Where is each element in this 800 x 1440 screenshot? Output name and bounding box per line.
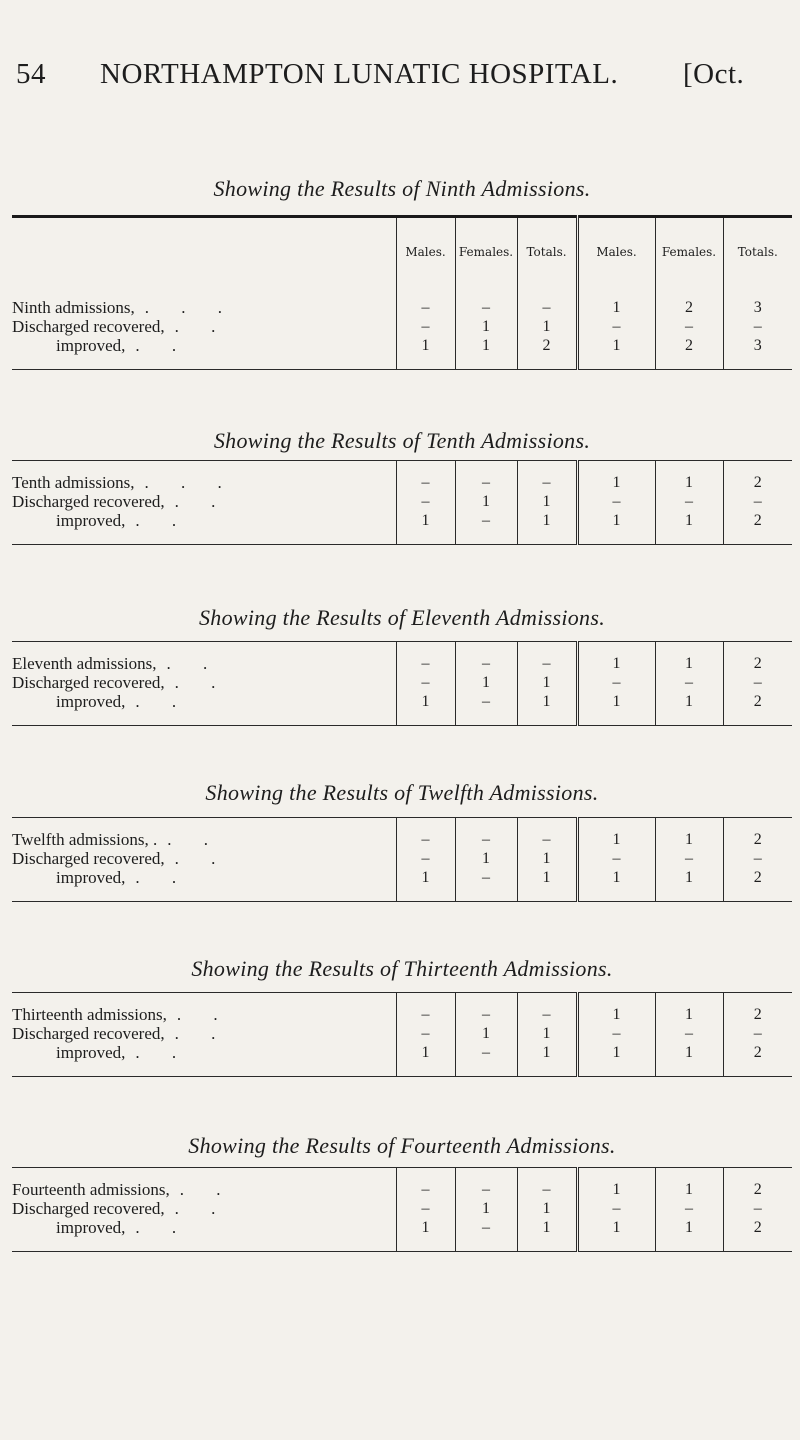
cell-value: – <box>396 1199 455 1218</box>
dot-leader: . . <box>135 692 191 711</box>
row-label <box>12 868 396 887</box>
row-label-text: Twelfth admissions, . <box>12 830 158 849</box>
cell-value: 2 <box>723 511 792 530</box>
cell-value: 1 <box>517 492 577 511</box>
dot-leader: . . . <box>144 298 237 317</box>
cell-value: – <box>577 317 655 336</box>
table-row <box>12 317 792 336</box>
cell-value: – <box>396 298 455 317</box>
cell-value: – <box>517 473 577 492</box>
dot-leader: . . . <box>144 473 236 492</box>
table-row <box>12 830 792 849</box>
table-row <box>12 849 792 868</box>
row-label <box>12 336 396 355</box>
cell-value: – <box>577 492 655 511</box>
spacer-row <box>12 461 792 474</box>
row-label-text: improved, <box>56 1218 126 1237</box>
table-row <box>12 1199 792 1218</box>
row-label-text: Discharged recovered, <box>12 1024 165 1043</box>
cell-value: – <box>723 1199 792 1218</box>
cell-value: – <box>455 868 517 887</box>
cell-value: 3 <box>723 336 792 355</box>
cell-value: – <box>396 1005 455 1024</box>
row-label-text: Eleventh admissions, <box>12 654 157 673</box>
cell-value: – <box>723 317 792 336</box>
cell-value: – <box>655 1199 723 1218</box>
running-title: NORTHAMPTON LUNATIC HOSPITAL. <box>100 58 619 90</box>
cell-value: 1 <box>396 336 455 355</box>
dot-leader: . . <box>135 1043 191 1062</box>
cell-value: 2 <box>723 1180 792 1199</box>
cell-value: 2 <box>723 830 792 849</box>
row-label-text: Discharged recovered, <box>12 1199 165 1218</box>
cell-value: 1 <box>396 511 455 530</box>
cell-value: – <box>517 1180 577 1199</box>
cell-value: – <box>455 298 517 317</box>
table-row <box>12 868 792 887</box>
row-label <box>12 692 396 711</box>
row-label <box>12 830 396 849</box>
results-table <box>12 641 792 726</box>
row-label <box>12 673 396 692</box>
section-heading: Showing the Results of Thirteenth Admissions. <box>191 956 613 981</box>
cell-value: 1 <box>577 692 655 711</box>
cell-value: 1 <box>655 1218 723 1237</box>
row-label <box>12 1218 396 1237</box>
results-table <box>12 817 792 902</box>
cell-value: 1 <box>396 1043 455 1062</box>
col-header-males: Males. <box>577 217 655 287</box>
spacer-row <box>12 993 792 1006</box>
cell-value: – <box>655 317 723 336</box>
row-label <box>12 473 396 492</box>
dot-leader: . . <box>166 654 222 673</box>
table-row <box>12 654 792 673</box>
table-row <box>12 473 792 492</box>
cell-value: 1 <box>455 492 517 511</box>
cell-value: 1 <box>517 1218 577 1237</box>
cell-value: – <box>396 654 455 673</box>
cell-value: 1 <box>577 1043 655 1062</box>
dot-leader: . . <box>176 1005 232 1024</box>
row-label <box>12 298 396 317</box>
row-label-text: Discharged recovered, <box>12 492 165 511</box>
cell-value: 1 <box>396 692 455 711</box>
header-blank-cell <box>12 217 396 287</box>
dot-leader: . . <box>135 511 191 530</box>
dot-leader: . . <box>135 1218 191 1237</box>
row-label-text: Thirteenth admissions, <box>12 1005 167 1024</box>
cell-value: – <box>455 1218 517 1237</box>
table-row <box>12 511 792 530</box>
cell-value: 1 <box>396 868 455 887</box>
dot-leader: . . <box>135 336 191 355</box>
cell-value: 1 <box>517 868 577 887</box>
cell-value: 1 <box>455 1199 517 1218</box>
cell-value: – <box>655 673 723 692</box>
cell-value: – <box>455 473 517 492</box>
row-label-text: improved, <box>56 511 126 530</box>
cell-value: – <box>455 1043 517 1062</box>
cell-value: 1 <box>655 511 723 530</box>
cell-value: 2 <box>655 298 723 317</box>
cell-value: – <box>517 1005 577 1024</box>
cell-value: 1 <box>517 692 577 711</box>
cell-value: 1 <box>455 849 517 868</box>
row-label <box>12 511 396 530</box>
results-table <box>12 1167 792 1252</box>
cell-value: 1 <box>655 654 723 673</box>
cell-value: 2 <box>723 1005 792 1024</box>
cell-value: – <box>455 1005 517 1024</box>
results-table <box>12 215 792 370</box>
row-label <box>12 849 396 868</box>
cell-value: – <box>396 1180 455 1199</box>
row-label-text: improved, <box>56 336 126 355</box>
cell-value: – <box>723 673 792 692</box>
cell-value: 1 <box>577 473 655 492</box>
cell-value: 1 <box>577 654 655 673</box>
spacer-row <box>12 711 792 726</box>
cell-value: 1 <box>517 1199 577 1218</box>
spacer-row <box>12 818 792 831</box>
spacer-row <box>12 642 792 655</box>
dot-leader: . . <box>174 492 230 511</box>
cell-value: 1 <box>577 830 655 849</box>
cell-value: – <box>577 1024 655 1043</box>
row-label-text: Discharged recovered, <box>12 673 165 692</box>
spacer-row <box>12 286 792 298</box>
cell-value: 1 <box>577 1005 655 1024</box>
cell-value: 1 <box>455 317 517 336</box>
spacer-row <box>12 530 792 545</box>
cell-value: – <box>455 692 517 711</box>
cell-value: – <box>396 849 455 868</box>
table-row <box>12 1005 792 1024</box>
cell-value: 2 <box>723 692 792 711</box>
cell-value: 1 <box>455 673 517 692</box>
cell-value: – <box>455 511 517 530</box>
dot-leader: . . <box>174 673 230 692</box>
cell-value: 2 <box>655 336 723 355</box>
cell-value: 1 <box>577 1218 655 1237</box>
table-row <box>12 692 792 711</box>
row-label <box>12 1199 396 1218</box>
cell-value: 1 <box>577 298 655 317</box>
cell-value: 1 <box>655 868 723 887</box>
row-label <box>12 317 396 336</box>
column-header-row <box>12 217 792 287</box>
cell-value: – <box>455 830 517 849</box>
spacer-row <box>12 355 792 370</box>
cell-value: – <box>577 849 655 868</box>
table-row <box>12 492 792 511</box>
cell-value: – <box>455 1180 517 1199</box>
table-row <box>12 298 792 317</box>
row-label <box>12 1043 396 1062</box>
cell-value: 2 <box>723 1043 792 1062</box>
section-heading: Showing the Results of Fourteenth Admissions. <box>188 1133 616 1158</box>
table-row <box>12 336 792 355</box>
row-label <box>12 1024 396 1043</box>
spacer-row <box>12 1062 792 1077</box>
cell-value: – <box>655 492 723 511</box>
col-header-females: Females. <box>655 217 723 287</box>
row-label-text: Ninth admissions, <box>12 298 135 317</box>
row-label-text: improved, <box>56 692 126 711</box>
cell-value: 1 <box>517 673 577 692</box>
spacer-row <box>12 1168 792 1181</box>
cell-value: – <box>655 849 723 868</box>
cell-value: 1 <box>655 692 723 711</box>
dot-leader: . . <box>135 868 191 887</box>
cell-value: – <box>723 492 792 511</box>
running-month: [Oct. <box>683 58 745 90</box>
dot-leader: . . <box>174 849 230 868</box>
cell-value: – <box>577 673 655 692</box>
cell-value: – <box>455 654 517 673</box>
cell-value: 1 <box>455 1024 517 1043</box>
table-row <box>12 1218 792 1237</box>
col-header-totals: Totals. <box>723 217 792 287</box>
cell-value: – <box>517 298 577 317</box>
cell-value: – <box>396 673 455 692</box>
dot-leader: . . <box>174 317 230 336</box>
cell-value: 1 <box>577 336 655 355</box>
row-label <box>12 1180 396 1199</box>
cell-value: 3 <box>723 298 792 317</box>
cell-value: 1 <box>577 868 655 887</box>
cell-value: 1 <box>517 511 577 530</box>
cell-value: 2 <box>723 473 792 492</box>
row-label-text: Discharged recovered, <box>12 317 165 336</box>
cell-value: – <box>517 830 577 849</box>
col-header-totals: Totals. <box>517 217 577 287</box>
row-label <box>12 492 396 511</box>
section-heading: Showing the Results of Twelfth Admissions. <box>205 780 599 805</box>
row-label-text: Fourteenth admissions, <box>12 1180 170 1199</box>
cell-value: – <box>723 1024 792 1043</box>
page-number: 54 <box>16 58 46 90</box>
cell-value: 1 <box>655 1005 723 1024</box>
table-row <box>12 1024 792 1043</box>
section-heading: Showing the Results of Ninth Admissions. <box>213 176 591 201</box>
cell-value: 1 <box>655 830 723 849</box>
section-heading: Showing the Results of Tenth Admissions. <box>213 428 591 453</box>
cell-value: 1 <box>655 1180 723 1199</box>
dot-leader: . . <box>174 1199 230 1218</box>
table-row <box>12 1043 792 1062</box>
cell-value: – <box>396 317 455 336</box>
cell-value: 2 <box>517 336 577 355</box>
results-table <box>12 992 792 1077</box>
cell-value: – <box>517 654 577 673</box>
row-label <box>12 1005 396 1024</box>
table-row <box>12 1180 792 1199</box>
cell-value: – <box>396 473 455 492</box>
cell-value: 1 <box>655 473 723 492</box>
cell-value: 2 <box>723 654 792 673</box>
dot-leader: . . <box>167 830 222 849</box>
cell-value: 1 <box>455 336 517 355</box>
cell-value: 1 <box>517 317 577 336</box>
cell-value: – <box>655 1024 723 1043</box>
row-label-text: improved, <box>56 868 126 887</box>
row-label-text: Tenth admissions, <box>12 473 135 492</box>
row-label <box>12 654 396 673</box>
dot-leader: . . <box>179 1180 235 1199</box>
cell-value: 1 <box>577 511 655 530</box>
cell-value: 2 <box>723 868 792 887</box>
page-header <box>0 58 800 108</box>
cell-value: 1 <box>517 1043 577 1062</box>
results-table <box>12 460 792 545</box>
section-heading: Showing the Results of Eleventh Admissions. <box>198 605 606 630</box>
col-header-females: Females. <box>455 217 517 287</box>
col-header-males: Males. <box>396 217 455 287</box>
cell-value: – <box>396 830 455 849</box>
cell-value: 1 <box>655 1043 723 1062</box>
table-row <box>12 673 792 692</box>
spacer-row <box>12 887 792 902</box>
cell-value: – <box>723 849 792 868</box>
cell-value: 1 <box>517 849 577 868</box>
row-label-text: improved, <box>56 1043 126 1062</box>
row-label-text: Discharged recovered, <box>12 849 165 868</box>
cell-value: 1 <box>577 1180 655 1199</box>
cell-value: 1 <box>517 1024 577 1043</box>
dot-leader: . . <box>174 1024 230 1043</box>
cell-value: 1 <box>396 1218 455 1237</box>
cell-value: 2 <box>723 1218 792 1237</box>
cell-value: – <box>396 1024 455 1043</box>
cell-value: – <box>577 1199 655 1218</box>
cell-value: – <box>396 492 455 511</box>
spacer-row <box>12 1237 792 1252</box>
